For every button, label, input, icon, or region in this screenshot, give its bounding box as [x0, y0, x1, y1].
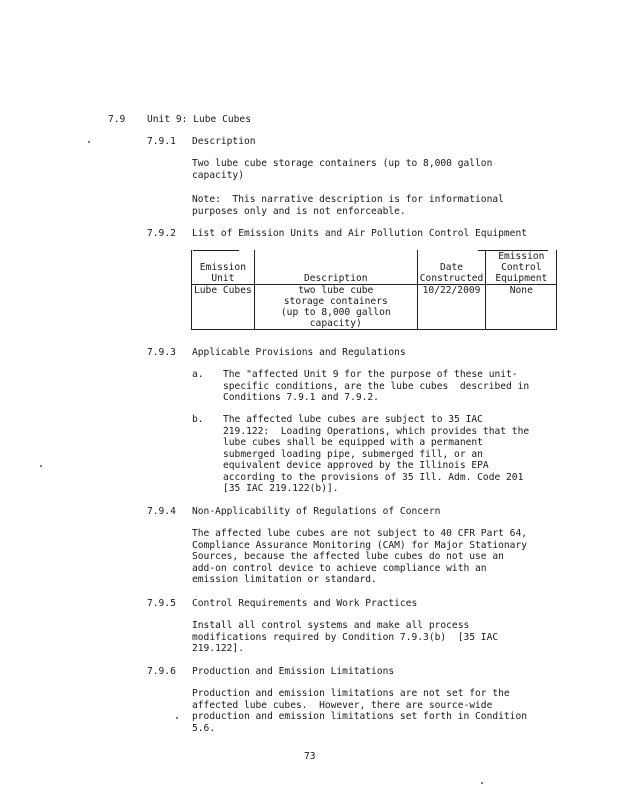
- header-emission-unit: Emission Unit: [192, 250, 255, 285]
- section-number: 7.9: [108, 114, 126, 125]
- table-row: [192, 285, 557, 330]
- subsection-title-control-requirements: Control Requirements and Work Practices: [192, 598, 418, 609]
- item-a-label: a.: [192, 369, 204, 380]
- scan-speck: [40, 465, 42, 467]
- subsection-title-applicable-provisions: Applicable Provisions and Regulations: [192, 347, 406, 358]
- subsection-number-793: 7.9.3: [147, 347, 176, 358]
- subsection-title-description: Description: [192, 136, 256, 147]
- scan-speck: [481, 782, 483, 784]
- description-paragraph: Two lube cube storage containers (up to 8,000 gallon capacity): [192, 158, 493, 181]
- item-b-label: b.: [192, 414, 204, 425]
- emission-units-table: [191, 250, 557, 330]
- subsection-number-794: 7.9.4: [147, 506, 176, 517]
- subsection-number-795: 7.9.5: [147, 598, 176, 609]
- subsection-title-non-applicability: Non-Applicability of Regulations of Concern: [192, 506, 441, 517]
- item-a-text: The "affected Unit 9 for the purpose of these unit- specific conditions, are the lube cubes described in Conditions 7.9.1 and 7.9.2.: [223, 369, 530, 403]
- section-title: Unit 9: Lube Cubes: [147, 114, 251, 125]
- item-b-text: The affected lube cubes are subject to 35 IAC 219.122: Loading Operations, which provides that the lube cubes shall be equipped with a permanent submerged loading pipe, submerged fill, or an equivalent device approved by the Illinois EPA according to the provisions of 35 Ill. Adm. Code 201 [35 IAC 219.122(b)].: [223, 414, 530, 494]
- cell-unit: Lube Cubes: [192, 285, 255, 330]
- table-header-row: [192, 250, 557, 285]
- subsection-title-emission-units: List of Emission Units and Air Pollution Control Equipment: [192, 228, 528, 239]
- subsection-title-production-limits: Production and Emission Limitations: [192, 666, 395, 677]
- page-number: 73: [304, 751, 316, 762]
- header-description: Description: [254, 250, 417, 285]
- production-limits-paragraph: Production and emission limitations are not set for the affected lube cubes. However, there are source-wide production and emission limitations set forth in Condition 5.6.: [192, 688, 528, 734]
- subsection-number-791: 7.9.1: [147, 136, 176, 147]
- scan-speck: [88, 141, 90, 143]
- cell-date: 10/22/2009: [417, 285, 486, 330]
- header-date-constructed: Date Constructed: [417, 250, 486, 285]
- description-note: Note: This narrative description is for informational purposes only and is not enforceable.: [192, 194, 504, 217]
- header-control-equipment: Emission Control Equipment: [486, 250, 557, 285]
- subsection-number-796: 7.9.6: [147, 666, 176, 677]
- subsection-number-792: 7.9.2: [147, 228, 176, 239]
- scan-speck: [176, 717, 178, 719]
- control-requirements-paragraph: Install all control systems and make all process modifications required by Condition 7.9.3(b) [35 IAC 219.122].: [192, 620, 499, 654]
- cell-control: None: [486, 285, 557, 330]
- cell-description: two lube cube storage containers (up to 8,000 gallon capacity): [254, 285, 417, 330]
- non-applicability-paragraph: The affected lube cubes are not subject to 40 CFR Part 64, Compliance Assurance Monitoring (CAM) for Major Stationary Sources, because the affected lube cubes do not use an add-on control device to achieve compliance with an emission limitation or standard.: [192, 528, 528, 585]
